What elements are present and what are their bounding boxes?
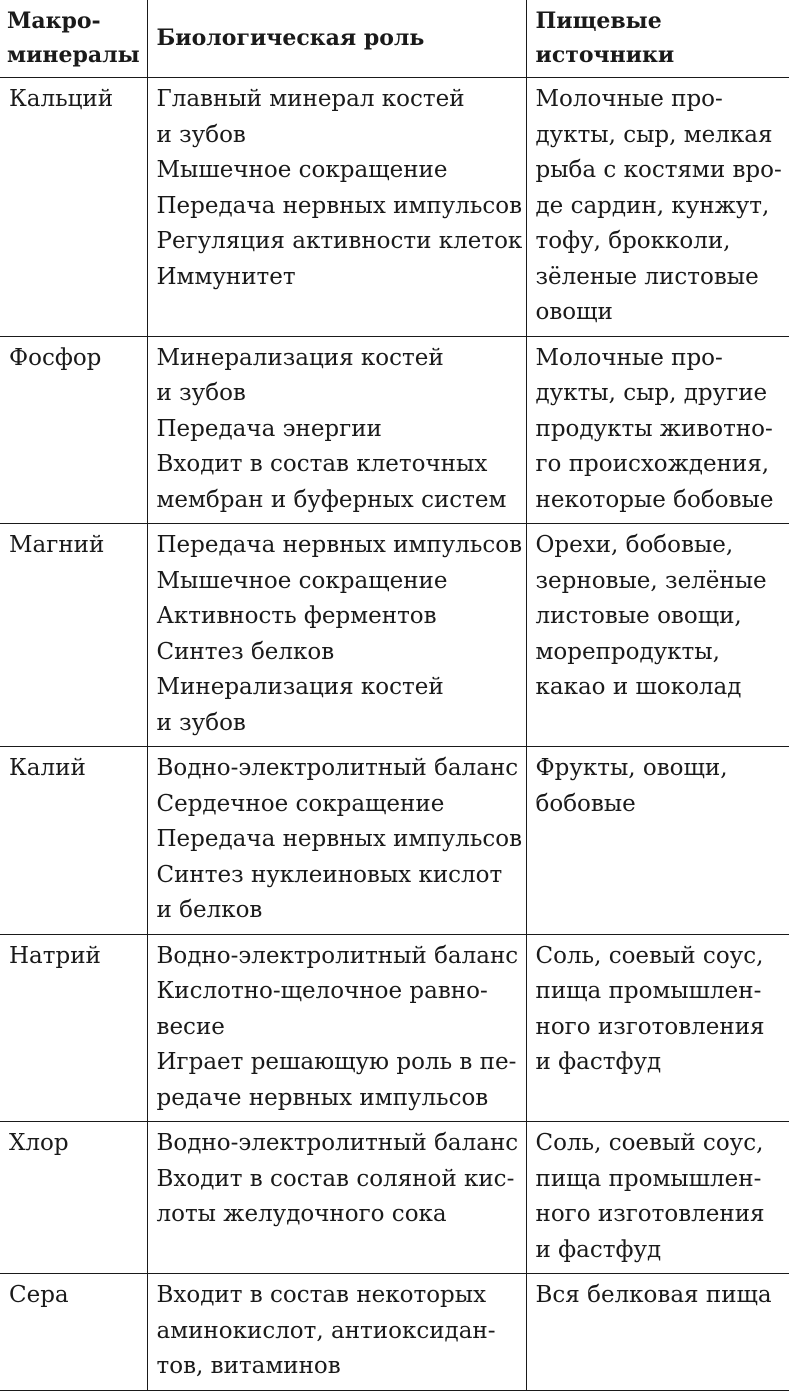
biological-role [147,524,526,747]
source-line: какао и шоколад [535,674,742,700]
source-line: морепродукты, [535,638,720,665]
role-line: Минерализация костей [156,674,444,700]
source-line: некоторые бобовые [535,486,774,513]
source-line: и фастфуд [535,1236,662,1263]
source-line: дукты, сыр, другие [535,380,768,406]
role-line: Играет решающую роль в пе- [156,1049,517,1075]
role-line: Передача энергии [156,415,382,442]
role-line: лоты желудочного сока [156,1201,447,1227]
source-line: зёленые листовые [535,263,759,290]
role-line: Входит в состав некоторых [156,1282,487,1308]
source-line: бобовые [535,790,636,817]
role-line: Водно-электролитный баланс [156,755,519,781]
source-line: го происхождения, [535,451,770,477]
biological-role [147,1122,526,1274]
food-sources [526,336,789,524]
biological-role [147,934,526,1122]
source-line: де сардин, кунжут, [535,192,770,219]
source-line: ного изготовления [535,1013,765,1040]
mineral-name: Натрий [0,934,147,1122]
mineral-name: Кальций [0,78,147,337]
role-line: редаче нервных импульсов [156,1084,489,1111]
role-line: Регуляция активности клеток [156,228,523,254]
role-line: Входит в состав соляной кис- [156,1165,515,1192]
source-line: Орехи, бобовые, [535,532,734,558]
mineral-name: Хлор [0,1122,147,1274]
role-line: весие [156,1013,225,1040]
role-line: Синтез нуклеиновых кислот [156,861,503,888]
table-header-row [0,0,789,78]
role-line: Входит в состав клеточных [156,451,488,477]
source-line: Молочные про- [535,86,723,112]
role-line: Мышечное сокращение [156,157,448,183]
role-line: и зубов [156,709,246,736]
source-line: Вся белковая пища [535,1282,772,1308]
role-line: Синтез белков [156,638,335,665]
table-row [0,1122,789,1274]
source-line: пища промышлен- [535,978,762,1004]
role-line: и зубов [156,121,246,148]
table-row [0,934,789,1122]
mineral-name: Сера [0,1274,147,1391]
food-sources [526,78,789,337]
source-line: Молочные про- [535,344,723,371]
header-biological-role: Биологическая роль [147,0,526,78]
role-line: и зубов [156,380,246,406]
biological-role [147,1274,526,1391]
table-row [0,524,789,747]
role-line: аминокислот, антиоксидан- [156,1317,496,1344]
table-row [0,1274,789,1391]
mineral-name: Магний [0,524,147,747]
table-row [0,78,789,337]
role-line: Передача нервных импульсов [156,826,523,852]
role-line: Минерализация костей [156,344,444,371]
food-sources [526,1274,789,1391]
source-line: зерновые, зелёные [535,567,767,594]
source-line: Соль, соевый соус, [535,942,764,969]
biological-role [147,747,526,935]
role-line: и белков [156,897,263,923]
food-sources [526,1122,789,1274]
table-row [0,747,789,935]
source-line: Соль, соевый соус, [535,1130,764,1156]
mineral-name: Калий [0,747,147,935]
role-line: Водно-электролитный баланс [156,942,519,969]
food-sources [526,934,789,1122]
food-sources [526,747,789,935]
role-line: Активность ферментов [156,603,437,629]
source-line: ного изготовления [535,1201,765,1227]
mineral-name: Фосфор [0,336,147,524]
source-line: листовые овощи, [535,603,742,629]
role-line: Иммунитет [156,263,296,290]
role-line: тов, витаминов [156,1353,341,1379]
role-line: Передача нервных импульсов [156,532,523,558]
role-line: Водно-электролитный баланс [156,1130,519,1156]
source-line: рыба с костями вро- [535,157,782,183]
role-line: Кислотно-щелочное равно- [156,978,488,1004]
role-line: мембран и буферных систем [156,486,507,513]
table-row [0,336,789,524]
source-line: дукты, сыр, мелкая [535,121,773,148]
source-line: продукты животно- [535,415,773,442]
source-line: пища промышлен- [535,1165,762,1192]
role-line: Передача нервных импульсов [156,192,523,219]
biological-role [147,336,526,524]
food-sources [526,524,789,747]
source-line: Фрукты, овощи, [535,755,728,781]
role-line: Сердечное сокращение [156,790,445,817]
role-line: Мышечное сокращение [156,567,448,594]
source-line: овощи [535,299,613,325]
header-food-sources: Пищевые источники [526,0,789,78]
role-line: Главный минерал костей [156,86,465,112]
header-macrominerals: Макро- минералы [0,0,147,78]
biological-role [147,78,526,337]
source-line: тофу, брокколи, [535,228,731,254]
source-line: и фастфуд [535,1049,662,1075]
